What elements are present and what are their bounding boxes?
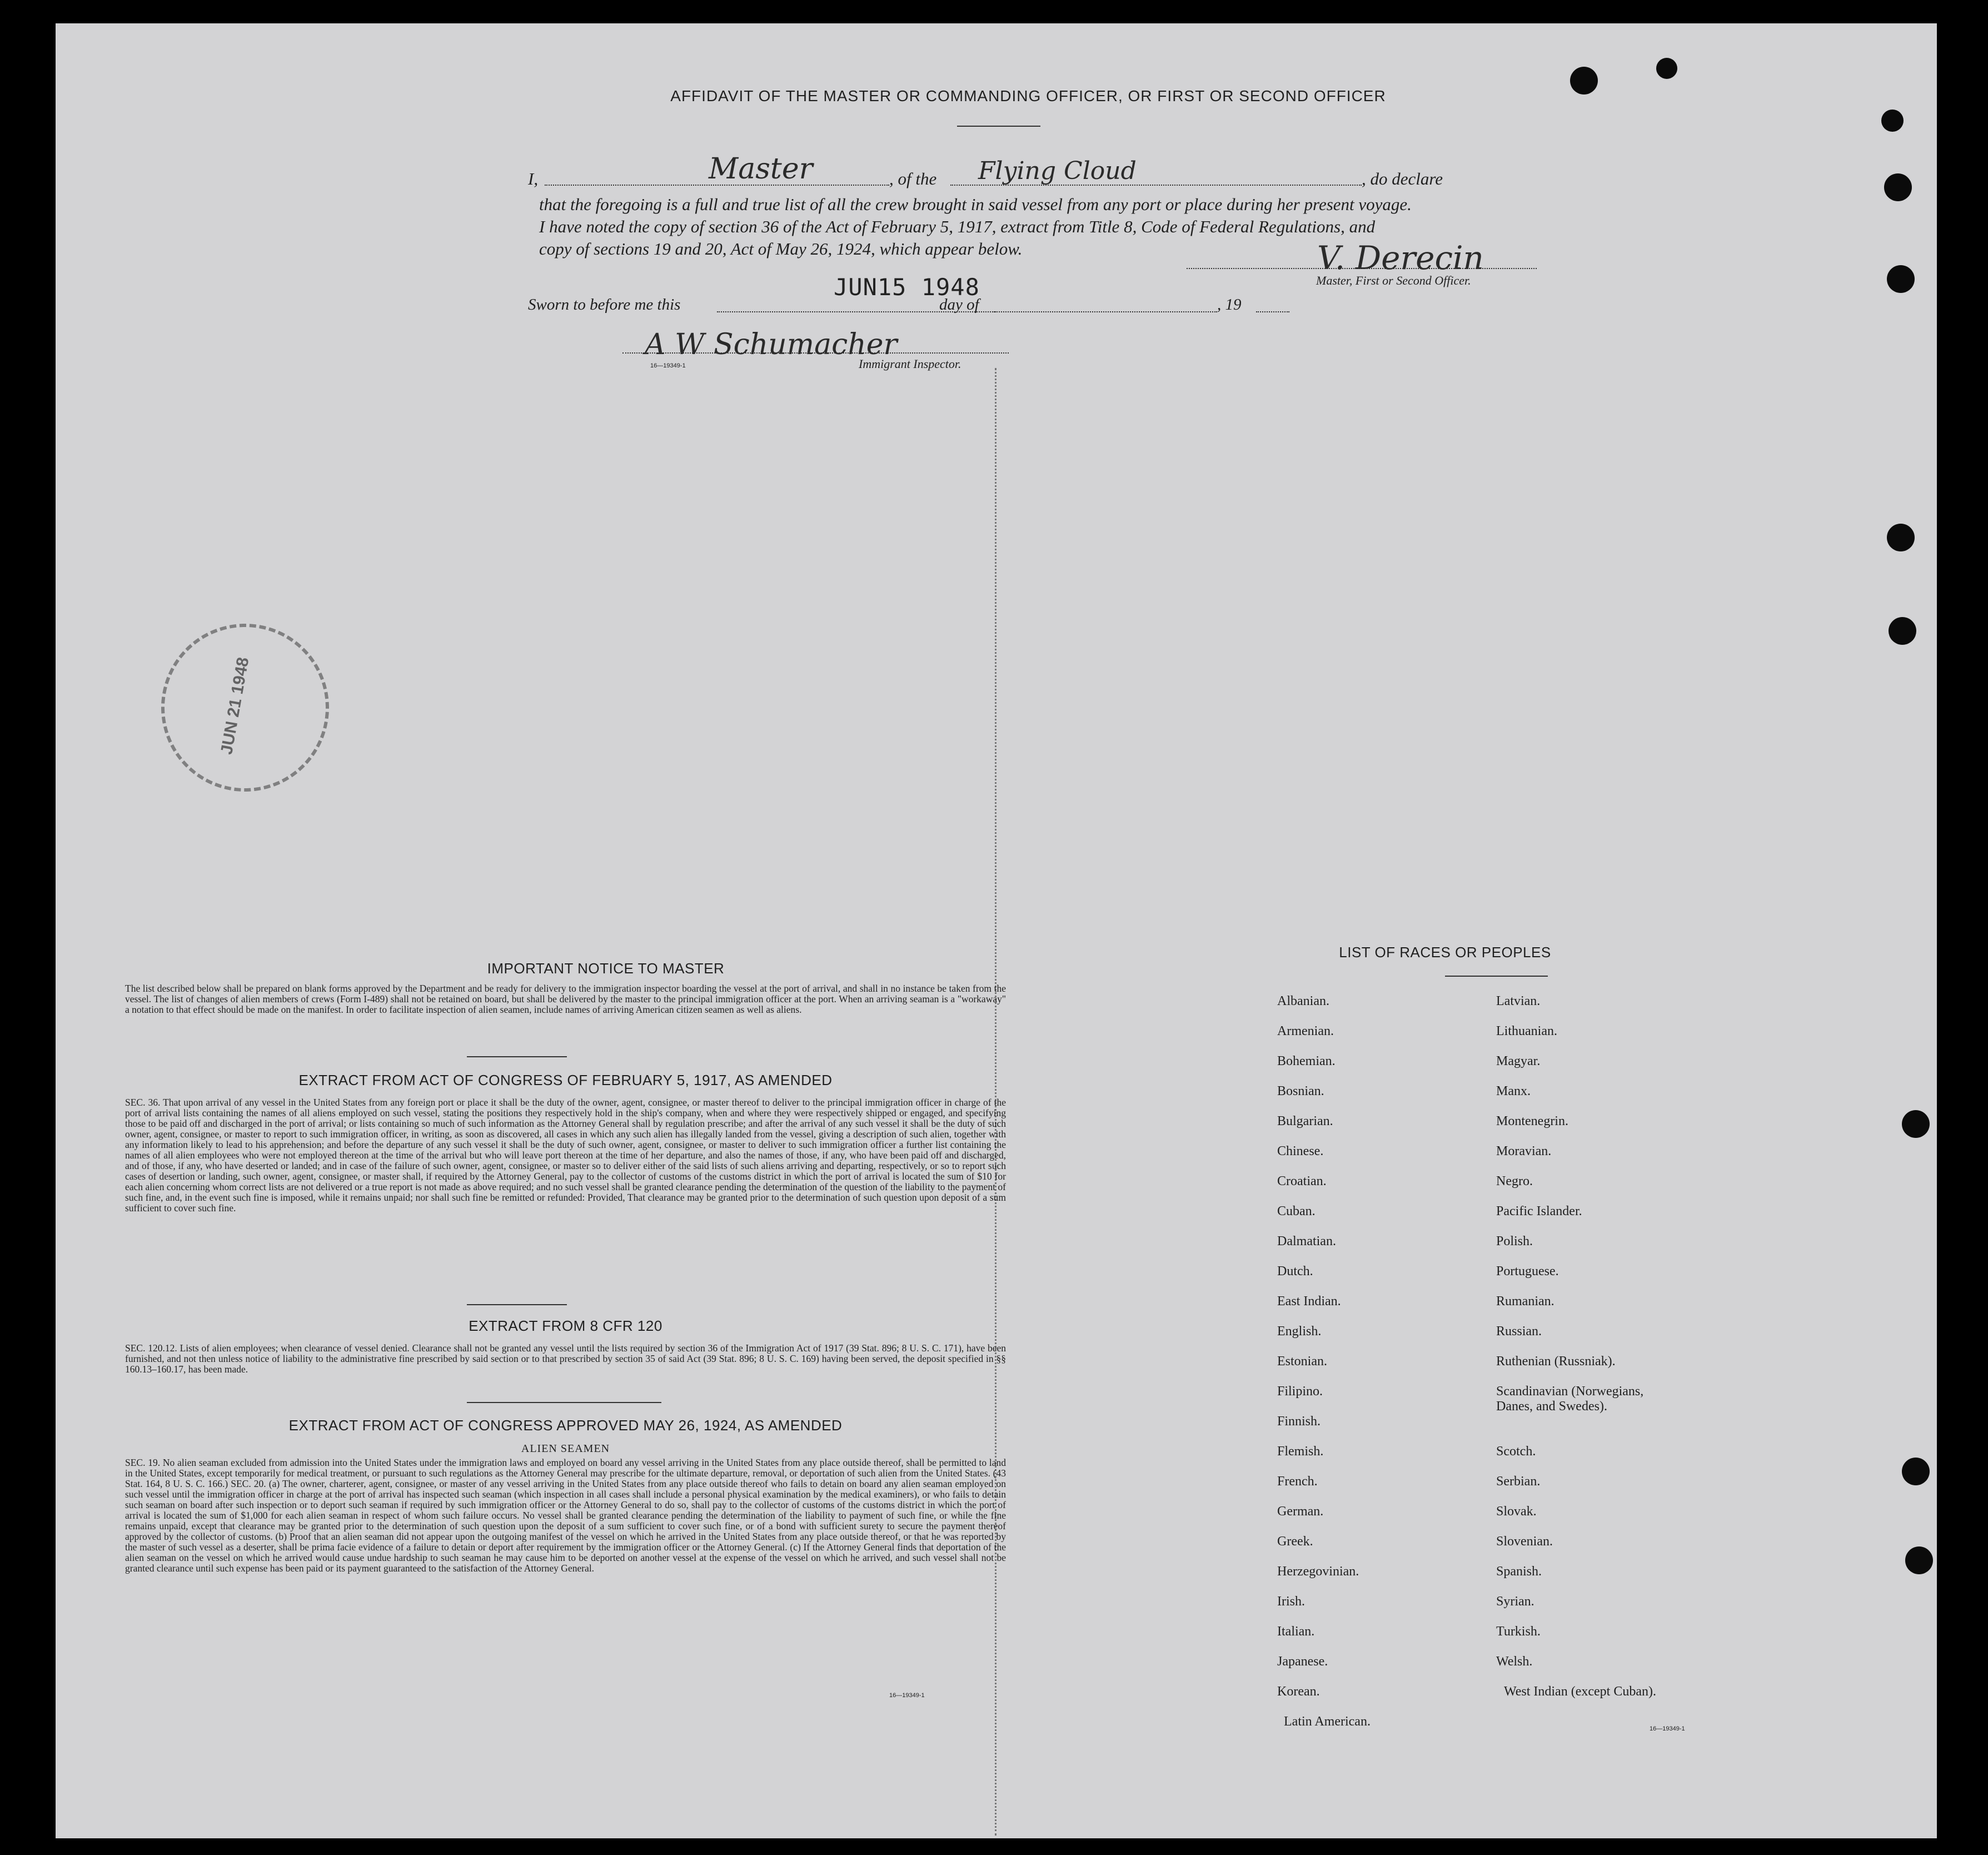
extract-cfr-divider <box>467 1402 661 1403</box>
title-divider <box>957 126 1040 127</box>
race-item: East Indian. <box>1277 1294 1341 1309</box>
affidavit-line-3: I have noted the copy of section 36 of the Act of February 5, 1917, extract from Title 8, Code of Federal Regulations, and <box>539 217 1376 236</box>
sworn-date-stamp: JUN15 1948 <box>834 273 980 301</box>
race-item: Bulgarian. <box>1277 1114 1333 1128</box>
extract-1924-title: EXTRACT FROM ACT OF CONGRESS APPROVED MAY 26, 1924, AS AMENDED <box>288 1417 843 1434</box>
punch-hole <box>1889 617 1916 645</box>
punch-hole <box>1656 58 1677 79</box>
race-item: Latin American. <box>1284 1714 1371 1729</box>
race-item: Irish. <box>1277 1594 1305 1609</box>
race-item: Scotch. <box>1496 1444 1536 1459</box>
race-item: Dalmatian. <box>1277 1234 1336 1249</box>
extract-1917-divider <box>467 1304 567 1305</box>
race-item: Welsh. <box>1496 1654 1533 1669</box>
races-divider <box>1445 976 1548 977</box>
punch-hole <box>1905 1546 1933 1574</box>
day-of-label: day of <box>939 296 979 314</box>
race-item: Italian. <box>1277 1624 1315 1639</box>
race-item: Scandinavian (Norwegians, Danes, and Swedes). <box>1496 1384 1644 1414</box>
race-item: Croatian. <box>1277 1174 1327 1188</box>
race-item: Pacific Islander. <box>1496 1204 1582 1219</box>
of-the-label: , of the <box>889 169 937 188</box>
affidavit-form-number: 16—19349-1 <box>650 362 686 369</box>
punch-hole <box>1881 110 1904 132</box>
handwritten-rank: Master <box>709 152 813 186</box>
race-item: Greek. <box>1277 1534 1313 1549</box>
race-item: Japanese. <box>1277 1654 1328 1669</box>
race-item: French. <box>1277 1474 1318 1489</box>
race-item: Bohemian. <box>1277 1054 1336 1068</box>
race-item: Bosnian. <box>1277 1084 1324 1098</box>
race-item: Negro. <box>1496 1174 1533 1188</box>
race-item: Latvian. <box>1496 994 1541 1008</box>
year-line <box>1256 311 1289 312</box>
do-declare-label: , do declare <box>1362 169 1443 188</box>
race-item: Russian. <box>1496 1324 1542 1339</box>
race-item: Finnish. <box>1277 1414 1321 1429</box>
extract-1924-form-number: 16—19349-1 <box>889 1692 925 1699</box>
year-label: , 19 <box>1217 296 1242 314</box>
race-item: Polish. <box>1496 1234 1533 1249</box>
race-item: Portuguese. <box>1496 1264 1559 1279</box>
handwritten-vessel: Flying Cloud <box>978 157 1137 185</box>
extract-cfr-title: EXTRACT FROM 8 CFR 120 <box>469 1317 662 1334</box>
signature-caption: Master, First or Second Officer. <box>1316 273 1471 287</box>
extract-1917-title: EXTRACT FROM ACT OF CONGRESS OF FEBRUARY 5, 1917, AS AMENDED <box>298 1072 833 1088</box>
race-item: English. <box>1277 1324 1322 1339</box>
race-item: Slovenian. <box>1496 1534 1553 1549</box>
race-item: Flemish. <box>1277 1444 1324 1459</box>
punch-hole <box>1570 67 1598 95</box>
race-item: Ruthenian (Russniak). <box>1496 1354 1616 1369</box>
race-item: Herzegovinian. <box>1277 1564 1359 1579</box>
inspector-caption: Immigrant Inspector. <box>859 357 961 371</box>
races-form-number: 16—19349-1 <box>1650 1725 1685 1732</box>
race-item: Manx. <box>1496 1084 1531 1098</box>
races-right-column <box>1496 986 1763 1707</box>
race-item: Filipino. <box>1277 1384 1323 1399</box>
races-title: LIST OF RACES OR PEOPLES <box>1339 944 1551 961</box>
races-left-column <box>1277 986 1472 1737</box>
extract-1924-subtitle: ALIEN SEAMEN <box>521 1443 610 1455</box>
punch-hole <box>1884 173 1912 201</box>
race-item: Magyar. <box>1496 1054 1541 1068</box>
affidavit-line-4: copy of sections 19 and 20, Act of May 26, 1924, which appear below. <box>539 239 1023 258</box>
race-item: Chinese. <box>1277 1144 1324 1158</box>
month-line <box>995 311 1217 312</box>
extract-cfr-text: SEC. 120.12. Lists of alien employees; when clearance of vessel denied. Clearance shall not be granted any vessel until the lists required by section 36 of the Immigration Act of 1917 (39 Stat. 896; 8 U. S. C. 171), have been furnished, and not then unless notice of liability to the administrative fine prescribed by said section or to that prescribed by section 35 of said Act (39 Stat. 896; 8 U. S. C. 169) having been served, the deposit specified in §§ 160.13–160.17, has been made. <box>125 1342 1006 1375</box>
extract-1924-text: SEC. 19. No alien seaman excluded from admission into the United States under the immigration laws and employed on board any vessel arriving in the United States from any place outside thereof, shall be permitted to land in the United States, except temporarily for medical treatment, or pursuant to such regulations as the Attorney General may prescribe for the ultimate departure, removal, or deportation of such alien from the United States. (43 Stat. 164, 8 U. S. C. 166.) SEC. 20. (a) The owner, charterer, agent, consignee, or master of any vessel arriving in the United States from any place outside thereof who fails to detain on board any alien seaman employed on such vessel until the immigration officer in charge at the port of arrival has inspected such seaman (which inspection in all cases shall include a personal physical examination by the medical examiners), or who fails to detain such seaman on board after such inspection or to deport such seaman if required by such immigration officer or the Attorney General to do so, shall pay to the collector of customs of the customs district in which the port of arrival is located the sum of $1,000 for each alien seaman in respect of whom such failure occurs. No vessel shall be granted clearance pending the determination of the liability to payment of such fine, or while the fine remains unpaid, except that clearance may be granted prior to the determination of such question upon the deposit of a sum sufficient to cover such fine, or of a bond with sufficient surety to secure the payment thereof approved by the collector of customs. (b) Proof that an alien seaman did not appear upon the outgoing manifest of the vessel on which he arrived in the United States from any place outside thereof, or that he was reported by the master of such vessel as a deserter, shall be prima facie evidence of a failure to detain or deport after requirement by the immigration officer or the Attorney General. (c) If the Attorney General finds that deportation of the alien seaman on the vessel on which he arrived would cause undue hardship to such seaman he may cause him to be deported on another vessel at the expense of the vessel on which he arrived, and such vessel shall not be granted clearance until such expense has been paid or its payment guaranteed to the satisfaction of the Attorney General. <box>125 1457 1006 1574</box>
inspector-signature: A W Schumacher <box>645 328 898 361</box>
extract-1917-text: SEC. 36. That upon arrival of any vessel in the United States from any foreign port or place it shall be the duty of the owner, agent, consignee, or master thereof to deliver to the principal immigration officer in charge of the port of arrival lists containing the names of all aliens employed on such vessel, stating the positions they respectively hold in the ship's company, when and where they were respectively shipped or engaged, and specifying those to be paid off and discharged in the port of arrival; or lists containing so much of such information as the Attorney General shall by regulation prescribe; and after the arrival of any such vessel it shall be the duty of such owner, agent, consignee, or master to report to such immigration officer, in writing, as soon as discovered, all cases in which any such alien has illegally landed from the vessel, giving a description of such alien, together with any information likely to lead to his apprehension; and before the departure of any such vessel it shall be the duty of such owner, agent, consignee, or master to deliver to such immigration officer a further list containing the names of all alien employees who were not employed thereon at the time of the arrival but who will leave port thereon at the time of her departure, and also the names of those, if any, who have been paid off and discharged, and of those, if any, who have deserted or landed; and in case of the failure of such owner, agent, consignee, or master so to deliver either of the said lists of such aliens arriving and departing, respectively, or so to report such cases of desertion or landing, such owner, agent, consignee, or master shall, if required by the Attorney General, pay to the collector of customs of the customs district in which the port of arrival is located the sum of $10 for each alien concerning whom correct lists are not delivered or a true report is not made as above required; and no such vessel shall be granted clearance pending the determination of the question of the liability to the payment of such fine, and, in the event such fine is imposed, while it remains unpaid; nor shall such fine be remitted or refunded: Provided, That clearance may be granted prior to the determination of such question upon deposit of a sum sufficient to cover such fine. <box>125 1097 1006 1214</box>
race-item: Lithuanian. <box>1496 1024 1557 1038</box>
race-item: Dutch. <box>1277 1264 1313 1279</box>
punch-hole <box>1887 524 1915 551</box>
race-item: Turkish. <box>1496 1624 1541 1639</box>
race-item: Spanish. <box>1496 1564 1542 1579</box>
document-sheet <box>56 23 1937 1838</box>
race-item: Rumanian. <box>1496 1294 1554 1309</box>
received-stamp <box>148 610 342 805</box>
race-item: German. <box>1277 1504 1324 1519</box>
affidavit-line-1 <box>484 152 1595 188</box>
master-signature: V. Derecin <box>1317 239 1484 277</box>
affidavit-title: AFFIDAVIT OF THE MASTER OR COMMANDING OFFICER, OR FIRST OR SECOND OFFICER <box>670 87 1386 105</box>
punch-hole <box>1902 1110 1930 1138</box>
affidavit-line-2: that the foregoing is a full and true list of all the crew brought in said vessel from any port or place during her present voyage. <box>539 195 1412 214</box>
i-label: I, <box>528 169 539 188</box>
signature-line <box>1187 268 1537 269</box>
race-item: West Indian (except Cuban). <box>1504 1684 1656 1699</box>
race-item: Syrian. <box>1496 1594 1534 1609</box>
inspector-line <box>622 352 1009 354</box>
race-item: Slovak. <box>1496 1504 1537 1519</box>
race-item: Montenegrin. <box>1496 1114 1568 1128</box>
race-item: Armenian. <box>1277 1024 1334 1038</box>
received-stamp-date: JUN 21 1948 <box>217 655 253 756</box>
race-item: Cuban. <box>1277 1204 1316 1219</box>
notice-text: The list described below shall be prepared on blank forms approved by the Department and be ready for delivery to the immigration inspector boarding the vessel at the port of arrival, and shall in no instance be taken from the vessel. The list of changes of alien members of crews (Form I-489) shall not be retained on board, but shall be delivered by the master to the principal immigration officer at the port. When an arriving seaman is a "workaway" a notation to that effect should be made on the manifest. In order to facilitate inspection of alien seamen, include names of arriving American citizen seamen as well as aliens. <box>125 983 1006 1015</box>
notice-divider <box>467 1056 567 1057</box>
punch-hole <box>1887 265 1915 293</box>
sworn-label: Sworn to before me this <box>528 296 681 314</box>
race-item: Serbian. <box>1496 1474 1541 1489</box>
race-item: Estonian. <box>1277 1354 1327 1369</box>
race-item: Albanian. <box>1277 994 1329 1008</box>
race-item: Korean. <box>1277 1684 1320 1699</box>
punch-hole <box>1902 1458 1930 1485</box>
race-item: Moravian. <box>1496 1144 1552 1158</box>
notice-title: IMPORTANT NOTICE TO MASTER <box>487 960 725 977</box>
